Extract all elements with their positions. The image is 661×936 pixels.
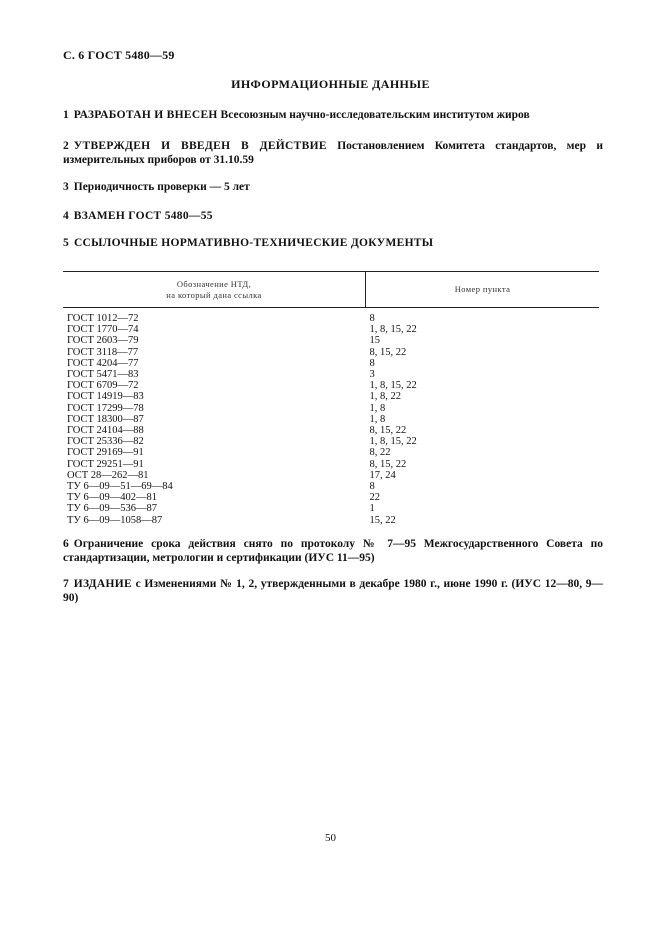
clause-cell: 1, 8: [369, 402, 386, 414]
doc-cell: ГОСТ 17299—78: [67, 402, 144, 414]
section-title: ИНФОРМАЦИОННЫЕ ДАННЫЕ: [231, 77, 430, 91]
item-text: Периодичность проверки — 5 лет: [73, 181, 250, 193]
doc-cell: ГОСТ 25336—82: [67, 436, 144, 448]
clause-cell: 1, 8: [369, 413, 386, 425]
table-header-row: [63, 272, 599, 308]
doc-cell: ГОСТ 1012—72: [67, 313, 139, 324]
info-item-6: [63, 537, 603, 565]
clause-cell: 8, 22: [369, 447, 391, 459]
doc-cell: ГОСТ 29251—91: [67, 458, 144, 470]
table-row: [63, 459, 599, 470]
clause-cell: 8: [369, 313, 375, 324]
item-heading: РАЗРАБОТАН И ВНЕСЕН: [73, 109, 218, 121]
doc-cell: ГОСТ 24104—88: [67, 425, 144, 437]
doc-cell: ГОСТ 6709—72: [67, 380, 139, 392]
doc-cell: ГОСТ 5471—83: [67, 369, 139, 381]
info-item-4: [63, 209, 603, 223]
clause-cell: 15: [369, 335, 380, 347]
table-row: [63, 403, 599, 414]
table-body: [63, 308, 599, 526]
info-item-7: [63, 577, 603, 605]
item-text: с Изменениями № 1, 2, утвержденными в декабре 1980 г., июне 1990 г. (ИУС 12—80, 9—90): [63, 578, 603, 604]
item-number: 3: [63, 181, 69, 193]
item-text: Постановлением Комитета стандартов, мер и измерительных приборов от 31.10.59: [63, 140, 603, 166]
col-header-document-line2: на который дана ссылка: [166, 289, 262, 300]
table-row: [63, 470, 599, 481]
info-item-2: [63, 139, 603, 167]
clause-cell: 17, 24: [369, 469, 396, 481]
clause-cell: 1, 8, 15, 22: [369, 380, 417, 392]
col-header-document: [63, 272, 366, 308]
clause-cell: 8: [369, 357, 375, 369]
info-item-5: [63, 236, 603, 250]
item-heading: ССЫЛОЧНЫЕ НОРМАТИВНО-ТЕХНИЧЕСКИЕ ДОКУМЕНТЫ: [73, 237, 434, 249]
doc-cell: ГОСТ 2603—79: [67, 335, 139, 347]
clause-cell: 1, 8, 15, 22: [369, 436, 417, 448]
table-row: [63, 492, 599, 503]
doc-cell: ТУ 6—09—1058—87: [67, 514, 163, 526]
doc-cell: ГОСТ 14919—83: [67, 391, 144, 403]
table-row: [63, 358, 599, 369]
table-row: [63, 425, 599, 436]
col-header-clause: Номер пункта: [454, 284, 511, 294]
page-number: 50: [325, 832, 336, 844]
clause-cell: 15, 22: [369, 514, 396, 526]
doc-cell: ГОСТ 29169—91: [67, 447, 144, 459]
clause-cell: 1, 8, 15, 22: [369, 324, 417, 336]
doc-cell: ТУ 6—09—402—81: [67, 492, 157, 504]
reference-documents-table: [63, 271, 599, 526]
table-row: [63, 380, 599, 391]
col-header-document-line1: Обозначение НТД,: [176, 278, 252, 289]
table-row: [63, 369, 599, 380]
info-item-3: [63, 180, 603, 194]
item-number: 5: [63, 237, 69, 249]
doc-cell: ГОСТ 18300—87: [67, 413, 144, 425]
clause-cell: 8, 15, 22: [369, 425, 407, 437]
doc-cell: ГОСТ 3118—77: [67, 346, 139, 358]
table-row: [63, 308, 599, 325]
clause-cell: 8, 15, 22: [369, 458, 407, 470]
item-number: 6: [63, 538, 69, 550]
item-heading: УТВЕРЖДЕН И ВВЕДЕН В ДЕЙСТВИЕ: [73, 140, 327, 152]
table-row: [63, 515, 599, 526]
page-header-ref: С. 6 ГОСТ 5480—59: [63, 48, 175, 62]
table-row: [63, 414, 599, 425]
clause-cell: 1, 8, 22: [369, 391, 401, 403]
clause-cell: 8: [369, 481, 375, 493]
item-number: 4: [63, 210, 69, 222]
table-row: [63, 347, 599, 358]
table-row: [63, 447, 599, 458]
item-heading: ВЗАМЕН ГОСТ 5480—55: [73, 210, 213, 222]
doc-cell: ОСТ 28—262—81: [67, 469, 149, 481]
item-number: 2: [63, 140, 69, 152]
item-number: 1: [63, 109, 69, 121]
item-number: 7: [63, 578, 69, 590]
item-text: Ограничение срока действия снято по протоколу № 7—95 Межгосударственного Совета по стандартизации, метрологии и сертификации (ИУС 11—95): [63, 538, 603, 564]
doc-cell: ТУ 6—09—51—69—84: [67, 481, 173, 493]
clause-cell: 3: [369, 369, 375, 381]
table-row: [63, 436, 599, 447]
item-text: Всесоюзным научно-исследовательским институтом жиров: [220, 109, 530, 121]
doc-cell: ГОСТ 4204—77: [67, 357, 139, 369]
item-heading: ИЗДАНИЕ: [73, 578, 132, 590]
table-row: [63, 391, 599, 402]
doc-cell: ГОСТ 1770—74: [67, 324, 139, 336]
doc-cell: ТУ 6—09—536—87: [67, 503, 157, 515]
clause-cell: 8, 15, 22: [369, 346, 407, 358]
clause-cell: 1: [369, 503, 375, 515]
info-item-1: [63, 108, 603, 122]
clause-cell: 22: [369, 492, 380, 504]
table-row: [63, 324, 599, 335]
table-row: [63, 481, 599, 492]
table-row: [63, 335, 599, 346]
table-row: [63, 503, 599, 514]
